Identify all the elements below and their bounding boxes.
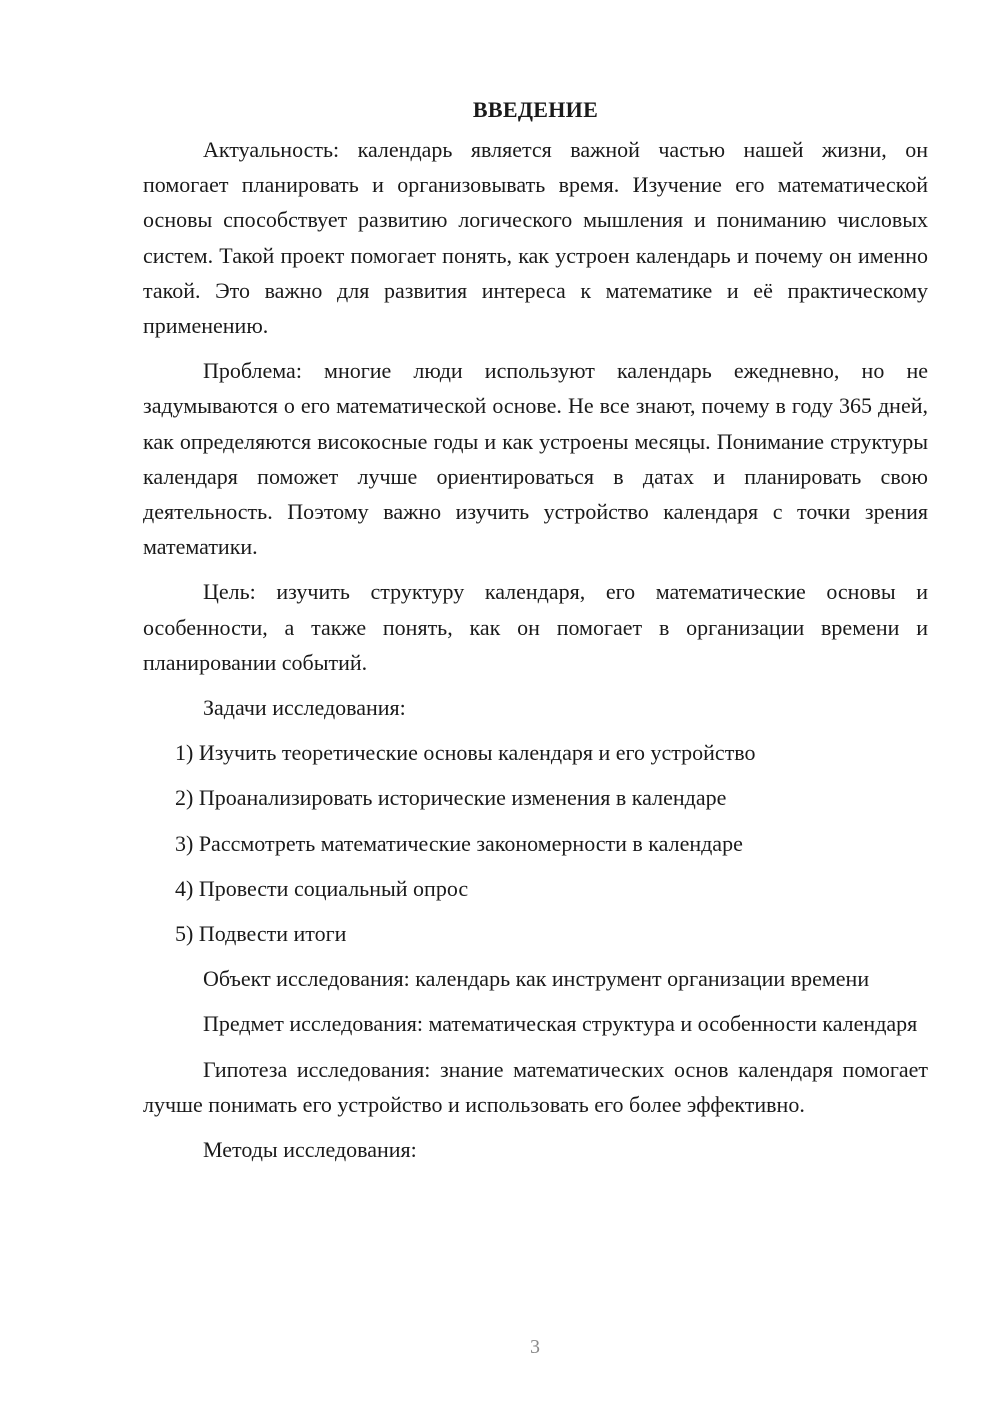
page-number: 3 (530, 1336, 540, 1358)
tasks-heading: Задачи исследования: (203, 695, 406, 721)
page-title: ВВЕДЕНИЕ (472, 97, 599, 122)
problem-paragraph: Проблема: многие люди используют календарь ежедневно, но не задумываются о его математической основе. Не все знают, почему в году 365 дней, как определяются високосные годы и как устроены месяцы. Понимание структуры календаря поможет лучше ориентироваться в датах и планировать свою деятельность. Поэтому важно изучить устройство календаря с точки зрения математики. (143, 358, 928, 560)
task-item: 2) Проанализировать исторические изменения в календаре (175, 785, 727, 811)
task-item: 5) Подвести итоги (175, 921, 347, 947)
tasks-list (143, 735, 928, 951)
methods-heading: Методы исследования: (203, 1137, 417, 1163)
task-item: 3) Рассмотреть математические закономерности в календаре (175, 830, 743, 856)
object-paragraph: Объект исследования: календарь как инструмент организации времени (203, 966, 870, 992)
relevance-paragraph: Актуальность: календарь является важной частью нашей жизни, он помогает планировать и организовывать время. Изучение его математической основы способствует развитию логического мышления и пониманию числовых систем. Такой проект помогает понять, как устроен календарь и почему он именно такой. Это важно для развития интереса к математике и её практическому применению. (143, 137, 928, 339)
subject-paragraph: Предмет исследования: математическая структура и особенности календаря (203, 1011, 918, 1037)
hypothesis-paragraph: Гипотеза исследования: знание математических основ календаря помогает лучше понимать его устройство и использовать его более эффективно. (143, 1056, 928, 1117)
task-item: 4) Провести социальный опрос (175, 875, 469, 901)
document-page (143, 96, 928, 1177)
task-item: 1) Изучить теоретические основы календаря и его устройство (175, 740, 756, 766)
goal-paragraph: Цель: изучить структуру календаря, его математические основы и особенности, а также понять, как он помогает в организации времени и планировании событий. (143, 579, 928, 675)
